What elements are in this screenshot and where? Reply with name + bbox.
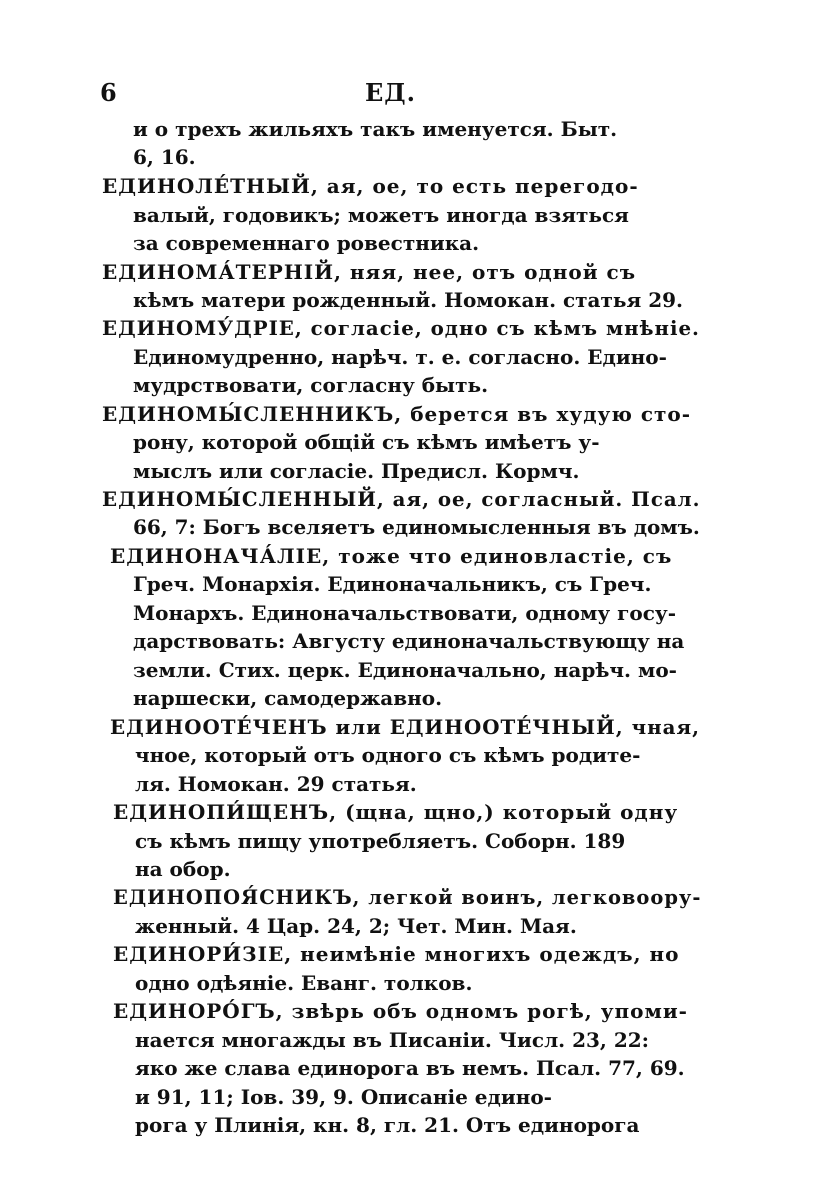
text-line: рога у Плинія, кн. 8, гл. 21. Отъ единорога bbox=[135, 1113, 640, 1137]
text-line: одно одѣяніе. Еванг. толков. bbox=[135, 971, 473, 995]
text-line: мыслъ или согласіе. Предисл. Кормч. bbox=[133, 459, 580, 483]
entry-line: ЕДИНОРИ́ЗІЕ, неимѣніе многихъ одеждъ, но bbox=[113, 942, 680, 966]
entry-line: ЕДИНОМУ́ДРІЕ, согласіе, одно съ кѣмъ мнѣніе. bbox=[102, 316, 700, 340]
entry-line: ЕДИНОРО́ГЪ, звѣрь объ одномъ рогѣ, упоми- bbox=[113, 999, 688, 1023]
text-line: кѣмъ матери рожденный. Номокан. статья 29. bbox=[133, 288, 684, 312]
entry-line: ЕДИНОМА́ТЕРНІЙ, няя, нее, отъ одной съ bbox=[102, 260, 637, 284]
text-line: за современнаго ровестника. bbox=[133, 231, 480, 255]
text-line: и о трехъ жильяхъ такъ именуется. Быт. bbox=[133, 117, 618, 141]
entry-line: ЕДИНОНАЧА́ЛІЕ, тоже что единовластіе, съ bbox=[110, 544, 673, 568]
running-head: ЕД. bbox=[365, 78, 416, 107]
text-line: 6, 16. bbox=[133, 145, 196, 169]
text-line: на обор. bbox=[135, 857, 231, 881]
entry-line: ЕДИНОПОЯ́СНИКЪ, легкой воинъ, легковоору- bbox=[113, 886, 702, 909]
entry-line: ЕДИНОМЫ́СЛЕННЫЙ, ая, ое, согласный. Псал. bbox=[102, 487, 701, 511]
text-line: Единомудренно, нарѣч. т. е. согласно. Едино- bbox=[133, 345, 667, 369]
text-line: чное, который отъ одного съ кѣмъ родите- bbox=[135, 743, 641, 767]
entry-line: ЕДИНОПИ́ЩЕНЪ, (щна, щно,) который одну bbox=[113, 800, 679, 824]
page-number: 6 bbox=[100, 78, 117, 107]
text-line: яко же слава единорога въ немъ. Псал. 77, 69. bbox=[135, 1056, 685, 1080]
text-line: женный. 4 Цар. 24, 2; Чет. Мин. Мая. bbox=[135, 914, 577, 938]
text-line: Греч. Монархія. Единоначальникъ, съ Греч. bbox=[133, 572, 652, 596]
text-line: Монархъ. Единоначальствовати, одному госу- bbox=[133, 601, 676, 625]
text-line: нается многажды въ Писаніи. Числ. 23, 22: bbox=[135, 1028, 650, 1052]
entry-line: ЕДИНОМЫ́СЛЕННИКЪ, берется въ худую сто- bbox=[102, 402, 692, 426]
text-line: съ кѣмъ пищу употребляетъ. Соборн. 189 bbox=[135, 829, 626, 853]
entry-line: ЕДИНООТЕ́ЧЕНЪ или ЕДИНООТЕ́ЧНЫЙ, чная, bbox=[110, 715, 700, 739]
text-line: валый, годовикъ; можетъ иногда взяться bbox=[133, 203, 629, 227]
text-line: мудрствовати, согласну быть. bbox=[133, 373, 489, 397]
text-line: земли. Стих. церк. Единоначально, нарѣч. мо- bbox=[133, 658, 677, 682]
text-line: и 91, 11; Іов. 39, 9. Описаніе едино- bbox=[135, 1085, 552, 1109]
text-line: рону, которой общій съ кѣмъ имѣетъ у- bbox=[133, 430, 600, 454]
text-line: 66, 7: Богъ вселяетъ единомысленныя въ домъ. bbox=[133, 515, 700, 539]
text-line: наршески, самодержавно. bbox=[133, 686, 443, 710]
text-line: ля. Номокан. 29 статья. bbox=[135, 772, 417, 796]
entry-line: ЕДИНОЛЕ́ТНЫЙ, ая, ое, то есть перегодо- bbox=[102, 174, 639, 198]
text-line: дарствовать: Августу единоначальствующу на bbox=[133, 629, 685, 653]
